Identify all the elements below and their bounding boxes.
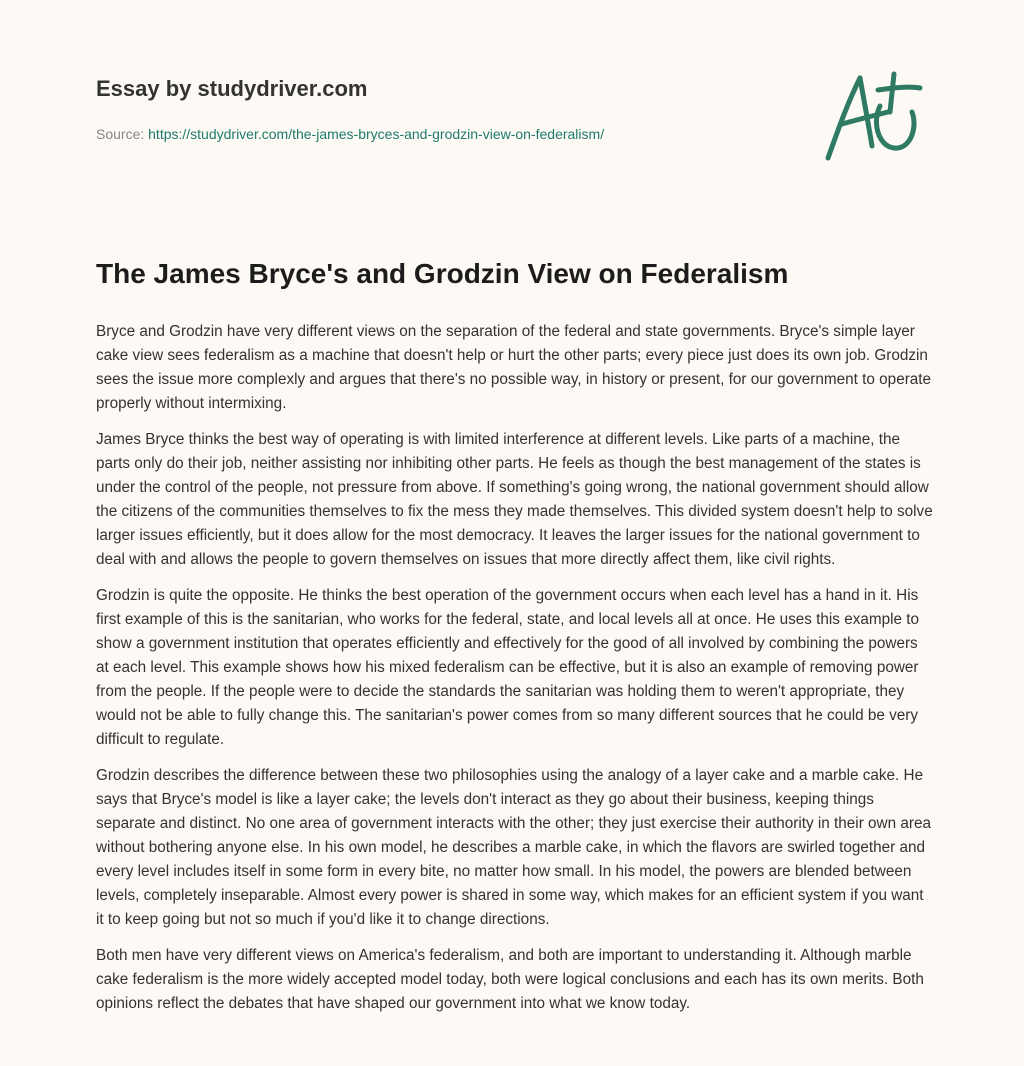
a-plus-logo-icon xyxy=(822,66,926,166)
article xyxy=(96,254,934,1028)
article-paragraph: Grodzin is quite the opposite. He thinks the best operation of the government occurs when each level has a hand in it. His first example of this is the sanitarian, who works for the federal, state, and local levels all at once. He uses this example to show a government institution that operates efficiently and effectively for the good of all involved by combining the powers at each level. This example shows how his mixed federalism can be effective, but it is also an example of removing power from the people. If the people were to decide the standards the sanitarian was holding them to weren't appropriate, they would not be able to fully change this. The sanitarian's power comes from so many different sources that he could be very difficult to regulate. xyxy=(96,587,920,748)
article-paragraph: Bryce and Grodzin have very different views on the separation of the federal and state governments. Bryce's simple layer cake view sees federalism as a machine that doesn't help or hurt the other parts; every piece just does its own job. Grodzin sees the issue more complexly and argues that there's no possible way, in history or present, for our government to operate properly without intermixing. xyxy=(96,323,932,412)
page-header xyxy=(96,72,736,144)
source-line xyxy=(96,124,736,144)
article-paragraph: Both men have very different views on America's federalism, and both are important to understanding it. Although marble cake federalism is the more widely accepted model today, both were logical conclusions and each has its own merits. Both opinions reflect the debates that have shaped our government into what we know today. xyxy=(96,947,924,1012)
article-paragraph: Grodzin describes the difference between these two philosophies using the analogy of a layer cake and a marble cake. He says that Bryce's model is like a layer cake; the levels don't interact as they go about their business, keeping things separate and distinct. No one area of government interacts with the other; they just exercise their authority in their own area without bothering anyone else. In his own model, he describes a marble cake, in which the flavors are swirled together and every level includes itself in some form in every bite, no matter how small. In his model, the powers are blended between levels, completely inseparable. Almost every power is shared in some way, which makes for an efficient system if you want it to keep going but not so much if you'd like it to change directions. xyxy=(96,767,931,928)
article-title: The James Bryce's and Grodzin View on Federalism xyxy=(96,258,789,289)
brand-title: Essay by studydriver.com xyxy=(96,76,368,101)
article-paragraph: James Bryce thinks the best way of operating is with limited interference at different levels. Like parts of a machine, the parts only do their job, neither assisting nor inhibiting other parts. He feels as though the best management of the states is under the control of the people, not pressure from above. If something's going wrong, the national government should allow the citizens of the communities themselves to fix the mess they made themselves. This divided system doesn't help to solve larger issues efficiently, but it does allow for the most democracy. It leaves the larger issues for the national government to deal with and allows the people to govern themselves on issues that more directly affect them, like civil rights. xyxy=(96,431,933,568)
source-label: Source: xyxy=(96,126,149,142)
source-link[interactable]: https://studydriver.com/the-james-bryces-and-grodzin-view-on-federalism/ xyxy=(148,126,605,142)
